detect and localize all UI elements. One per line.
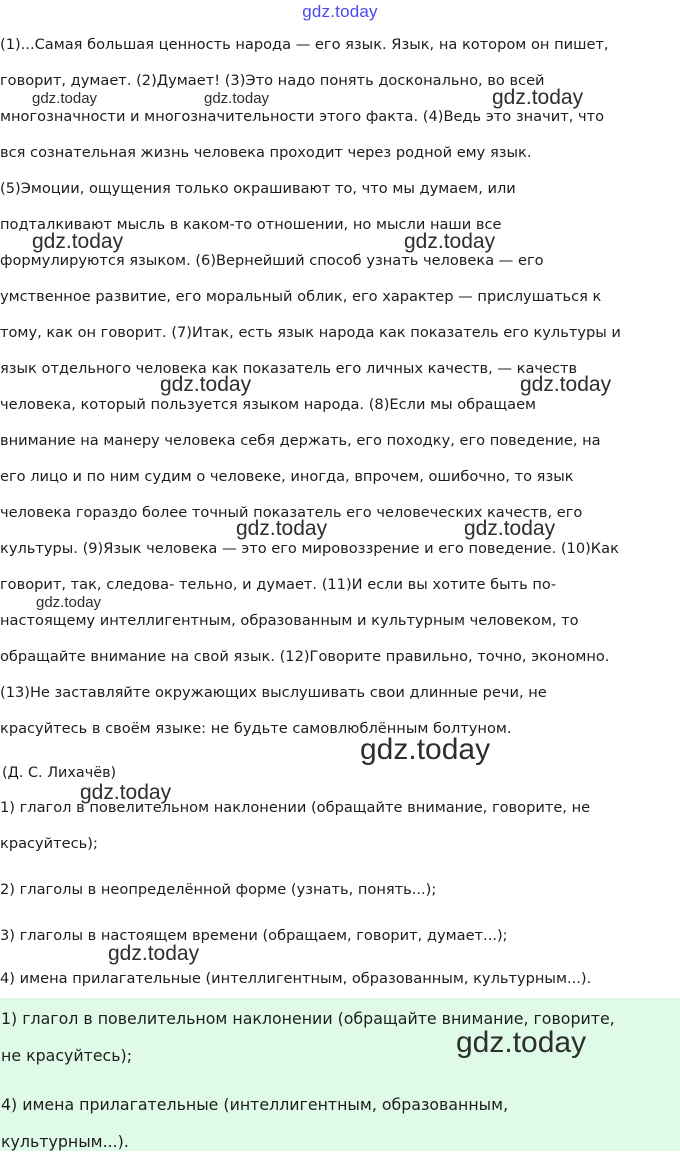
watermark: gdz.today xyxy=(360,733,491,766)
watermark: gdz.today xyxy=(32,230,124,253)
task-option-3: 3) глаголы в настоящем времени (обращаем, говорит, думает...); xyxy=(0,927,508,944)
watermark: gdz.today xyxy=(456,1026,587,1059)
source-text: (1)...Самая большая ценность народа — его язык. Язык, на котором он пишет, говорит, думает. (2)Думает! (3)Это надо понять досконально, во всей многозначности и многозначительности этого факта. (4)Ведь это значит, что вся сознательная жизнь человека проходит через родной ему язык. (5)Эмоции, ощущения только окрашивают то, что мы думаем, или подталкивают мысль в каком-то отношении, но мысли наши все формулируются языком. (6)Вернейший способ узнать человека — его умственное развитие, его моральный облик, его характер — прислушаться к тому, как он говорит. (7)Итак, есть язык народа как показатель его культуры и язык отдельного человека как показатель его личных качеств, — качеств человека, который пользуется языком народа. (8)Если мы обращаем внимание на манеру человека себя держать, его походку, его поведение, на его лицо и по ним судим о человеке, иногда, впрочем, ошибочно, то язык человека гораздо более точный показатель его человеческих качеств, его культуры. (9)Язык человека — это его мировоззрение и его поведение. (10)Как говорит, так, следова- тельно, и думает. (11)И если вы хотите быть по- настоящему интеллигентным, образованным и культурным человеком, то обращайте внимание на свой язык. (12)Говорите правильно, точно, экономно. (13)Не заставляйте окружающих выслушивать свои длинные речи, не красуйтесь в своём языке: не будьте самовлюблённым болтуном. xyxy=(0,36,621,737)
watermark: gdz.today xyxy=(204,90,270,107)
watermark: gdz.today xyxy=(80,781,172,804)
watermark: gdz.today xyxy=(32,90,98,107)
answer-item-2: 4) имена прилагательные (интеллигентным, образованным, культурным...). xyxy=(1,1095,509,1151)
task-option-4: 4) имена прилагательные (интеллигентным, образованным, культурным...). xyxy=(0,970,592,987)
text-author: (Д. С. Лихачёв) xyxy=(2,765,117,781)
watermark: gdz.today xyxy=(160,373,252,396)
watermark: gdz.today xyxy=(36,594,102,611)
watermark: gdz.today xyxy=(492,86,584,109)
site-logo[interactable]: gdz.today xyxy=(302,2,378,21)
watermark: gdz.today xyxy=(108,942,200,965)
watermark: gdz.today xyxy=(520,373,612,396)
answer-item-1: 1) глагол в повелительном наклонении (обращайте внимание, говорите, не красуйтесь); xyxy=(1,1009,615,1065)
task-option-2: 2) глаголы в неопределённой форме (узнать, понять...); xyxy=(0,881,437,898)
watermark: gdz.today xyxy=(236,517,328,540)
answer-box xyxy=(0,998,680,1151)
watermark: gdz.today xyxy=(404,230,496,253)
task-option-1: 1) глагол в повелительном наклонении (обращайте внимание, говорите, не красуйтесь); xyxy=(0,799,591,852)
watermark: gdz.today xyxy=(464,517,556,540)
task-options-list xyxy=(0,790,676,997)
